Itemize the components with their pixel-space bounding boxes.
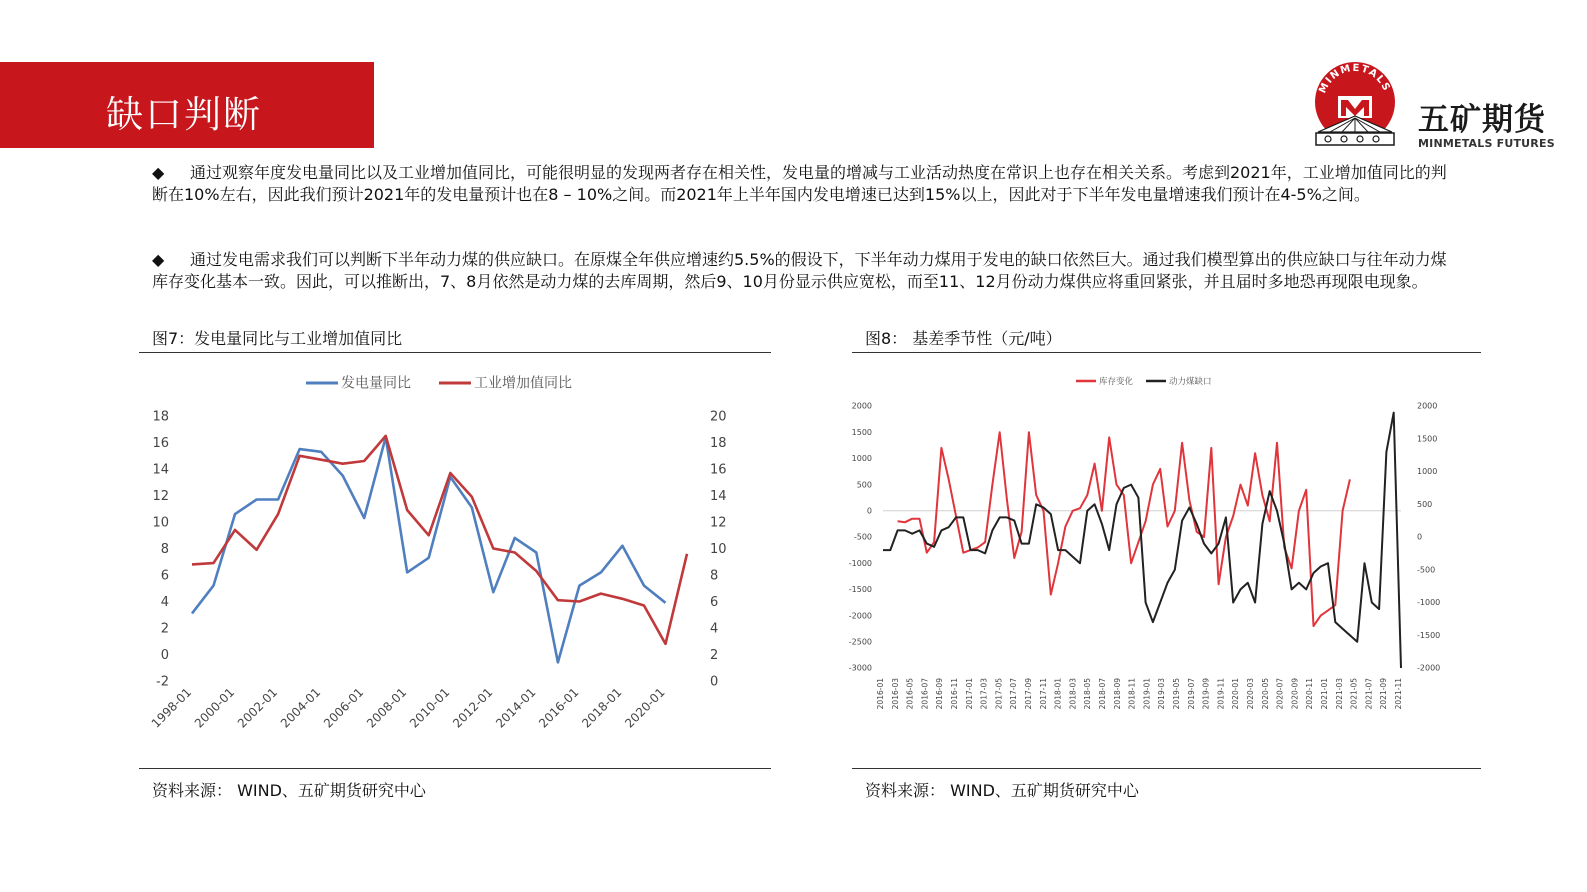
chart-power-vs-industry xyxy=(139,365,771,763)
x-tick-label: 2016-03 xyxy=(890,678,900,710)
x-tick-label: 2002-01 xyxy=(234,685,281,731)
y-left-tick-label: 4 xyxy=(160,594,169,610)
y-left-tick-label: 500 xyxy=(856,480,872,490)
x-tick-label: 2014-01 xyxy=(493,685,539,731)
paragraph-1 xyxy=(152,162,1462,206)
x-tick-label: 2020-09 xyxy=(1290,678,1300,710)
y-right-tick-label: -1500 xyxy=(1417,630,1441,640)
bullet-1: ◆ xyxy=(152,163,165,182)
y-left-tick-label: 6 xyxy=(160,568,169,584)
x-tick-label: 2018-11 xyxy=(1127,678,1137,710)
y-left-tick-label: 1000 xyxy=(851,454,872,464)
x-tick-label: 2016-01 xyxy=(536,685,582,731)
minmetals-logo xyxy=(1310,60,1400,150)
x-tick-label: 2004-01 xyxy=(277,685,324,731)
y-right-tick-label: 20 xyxy=(710,409,727,425)
y-left-tick-label: 12 xyxy=(152,488,169,504)
y-right-tick-label: -1000 xyxy=(1417,598,1441,608)
x-tick-label: 2016-09 xyxy=(935,678,945,710)
paragraph-2-text: 通过发电需求我们可以判断下半年动力煤的供应缺口。在原煤全年供应增速约5.5%的假设下，下半年动力煤用于发电的缺口依然巨大。通过我们模型算出的供应缺口与往年动力煤库存变化基本一致。因此，可以推断出，7、8月依然是动力煤的去库周期，然后9、10月份显示供应宽松，而至11、12月份动力煤供应将重回紧张，并且届时多地恐再现限电现象。 xyxy=(152,250,1447,291)
y-right-tick-label: 4 xyxy=(710,621,719,637)
x-tick-label: 2021-05 xyxy=(1349,678,1359,710)
legend-label-1: 库存变化 xyxy=(1099,376,1134,387)
y-right-tick-label: 0 xyxy=(1417,532,1423,542)
x-tick-label: 2020-03 xyxy=(1246,678,1255,710)
y-left-tick-label: 16 xyxy=(152,435,169,451)
brand-name-cn: 五矿期货 xyxy=(1418,102,1546,138)
y-right-tick-label: 2 xyxy=(710,647,719,663)
y-left-tick-label: 10 xyxy=(152,515,169,531)
figure-7-source: 资料来源： WIND、五矿期货研究中心 xyxy=(152,781,426,800)
x-tick-label: 2021-07 xyxy=(1364,678,1374,710)
y-left-tick-label: -2 xyxy=(156,674,169,690)
x-tick-label: 2016-05 xyxy=(905,678,915,710)
y-right-tick-label: 10 xyxy=(710,541,727,557)
x-tick-label: 2018-09 xyxy=(1112,678,1122,710)
legend-label-2: 动力煤缺口 xyxy=(1169,376,1212,387)
x-tick-label: 2019-07 xyxy=(1186,678,1196,710)
y-right-tick-label: -2000 xyxy=(1417,663,1441,673)
x-tick-label: 2016-01 xyxy=(876,678,885,710)
y-left-tick-label: -2000 xyxy=(848,611,872,621)
y-right-tick-label: 2000 xyxy=(1417,401,1438,411)
x-tick-label: 2006-01 xyxy=(320,685,367,731)
x-tick-label: 2008-01 xyxy=(363,685,410,731)
y-right-tick-label: 1500 xyxy=(1417,434,1438,444)
y-left-tick-label: 0 xyxy=(160,647,169,663)
x-tick-label: 2021-01 xyxy=(1320,678,1329,710)
paragraph-1-text: 通过观察年度发电量同比以及工业增加值同比，可能很明显的发现两者存在相关性，发电量的增减与工业活动热度在常识上也存在相关关系。考虑到2021年，工业增加值同比的判断在10%左右，因此我们预计2021年的发电量预计也在8 – 10%之间。而2021年上半年国内发电增速已达到15%以上，因此对于下半年发电量增速我们预计在4-5%之间。 xyxy=(152,163,1447,204)
paragraph-2 xyxy=(152,249,1462,293)
y-right-tick-label: 18 xyxy=(710,435,727,451)
brand-name-en: MINMETALS FUTURES xyxy=(1418,137,1555,150)
x-tick-label: 2020-01 xyxy=(622,685,668,731)
y-right-tick-label: 8 xyxy=(710,568,719,584)
y-left-tick-label: 0 xyxy=(866,506,872,516)
x-tick-label: 2020-11 xyxy=(1305,678,1315,710)
x-tick-label: 2018-01 xyxy=(1053,678,1063,710)
x-tick-label: 2017-07 xyxy=(1009,678,1019,710)
y-left-tick-label: 2 xyxy=(160,621,169,637)
y-left-tick-label: -3000 xyxy=(848,663,872,673)
x-tick-label: 1998-01 xyxy=(148,685,195,731)
figure-8-caption: 图8： 基差季节性（元/吨） xyxy=(865,329,1062,348)
y-left-tick-label: 18 xyxy=(152,409,169,425)
y-left-tick-label: -1500 xyxy=(848,585,872,595)
legend-label-2: 工业增加值同比 xyxy=(474,375,572,392)
x-tick-label: 2019-01 xyxy=(1142,678,1152,710)
x-tick-label: 2021-03 xyxy=(1334,678,1344,710)
y-left-tick-label: 1500 xyxy=(851,427,872,437)
series-line-2 xyxy=(192,436,687,644)
figure-7-bottom-rule xyxy=(139,768,771,769)
figure-7-caption: 图7：发电量同比与工业增加值同比 xyxy=(152,329,403,348)
y-right-tick-label: 12 xyxy=(710,515,727,531)
x-tick-label: 2012-01 xyxy=(450,685,496,731)
x-tick-label: 2018-01 xyxy=(579,685,625,731)
x-tick-label: 2016-11 xyxy=(950,678,959,710)
y-right-tick-label: 1000 xyxy=(1417,467,1438,477)
series-line-1 xyxy=(192,437,666,662)
x-tick-label: 2020-07 xyxy=(1275,678,1285,710)
x-tick-label: 2017-01 xyxy=(964,678,974,710)
figure-8-top-rule xyxy=(852,352,1481,353)
x-tick-label: 2000-01 xyxy=(191,685,238,731)
x-tick-label: 2017-09 xyxy=(1024,678,1033,710)
x-tick-label: 2019-03 xyxy=(1157,678,1167,710)
y-left-tick-label: 8 xyxy=(160,541,169,557)
x-tick-label: 2016-07 xyxy=(920,678,930,710)
y-left-tick-label: 14 xyxy=(152,462,169,478)
figure-8-bottom-rule xyxy=(852,768,1481,769)
y-left-tick-label: -2500 xyxy=(848,637,872,647)
figure-7-top-rule xyxy=(139,352,771,353)
x-tick-label: 2018-07 xyxy=(1098,678,1107,710)
y-right-tick-label: 6 xyxy=(710,594,719,610)
y-right-tick-label: 500 xyxy=(1417,499,1433,509)
y-right-tick-label: 0 xyxy=(710,674,719,690)
legend-label-1: 发电量同比 xyxy=(341,375,411,392)
bullet-2: ◆ xyxy=(152,250,165,269)
y-left-tick-label: -500 xyxy=(853,532,872,542)
page-title: 缺口判断 xyxy=(106,93,262,136)
x-tick-label: 2019-05 xyxy=(1172,678,1181,710)
y-left-tick-label: 2000 xyxy=(851,401,872,411)
y-left-tick-label: -1000 xyxy=(848,558,872,568)
x-tick-label: 2010-01 xyxy=(407,685,453,731)
y-right-tick-label: -500 xyxy=(1417,565,1436,575)
y-right-tick-label: 14 xyxy=(710,488,727,504)
x-tick-label: 2019-09 xyxy=(1201,678,1211,710)
x-tick-label: 2021-11 xyxy=(1394,678,1403,710)
x-tick-label: 2020-05 xyxy=(1260,678,1270,710)
x-tick-label: 2019-11 xyxy=(1216,678,1226,710)
x-tick-label: 2017-03 xyxy=(979,678,989,710)
x-tick-label: 2021-09 xyxy=(1379,678,1389,710)
logo-text: MINMETALS xyxy=(1317,62,1393,96)
x-tick-label: 2020-01 xyxy=(1231,678,1241,710)
x-tick-label: 2018-05 xyxy=(1083,678,1093,710)
chart-inventory-vs-gap xyxy=(848,365,1481,763)
figure-8-source: 资料来源： WIND、五矿期货研究中心 xyxy=(865,781,1139,800)
x-tick-label: 2018-03 xyxy=(1068,678,1078,710)
x-tick-label: 2017-05 xyxy=(994,678,1004,710)
x-tick-label: 2017-11 xyxy=(1038,678,1048,710)
y-right-tick-label: 16 xyxy=(710,462,727,478)
